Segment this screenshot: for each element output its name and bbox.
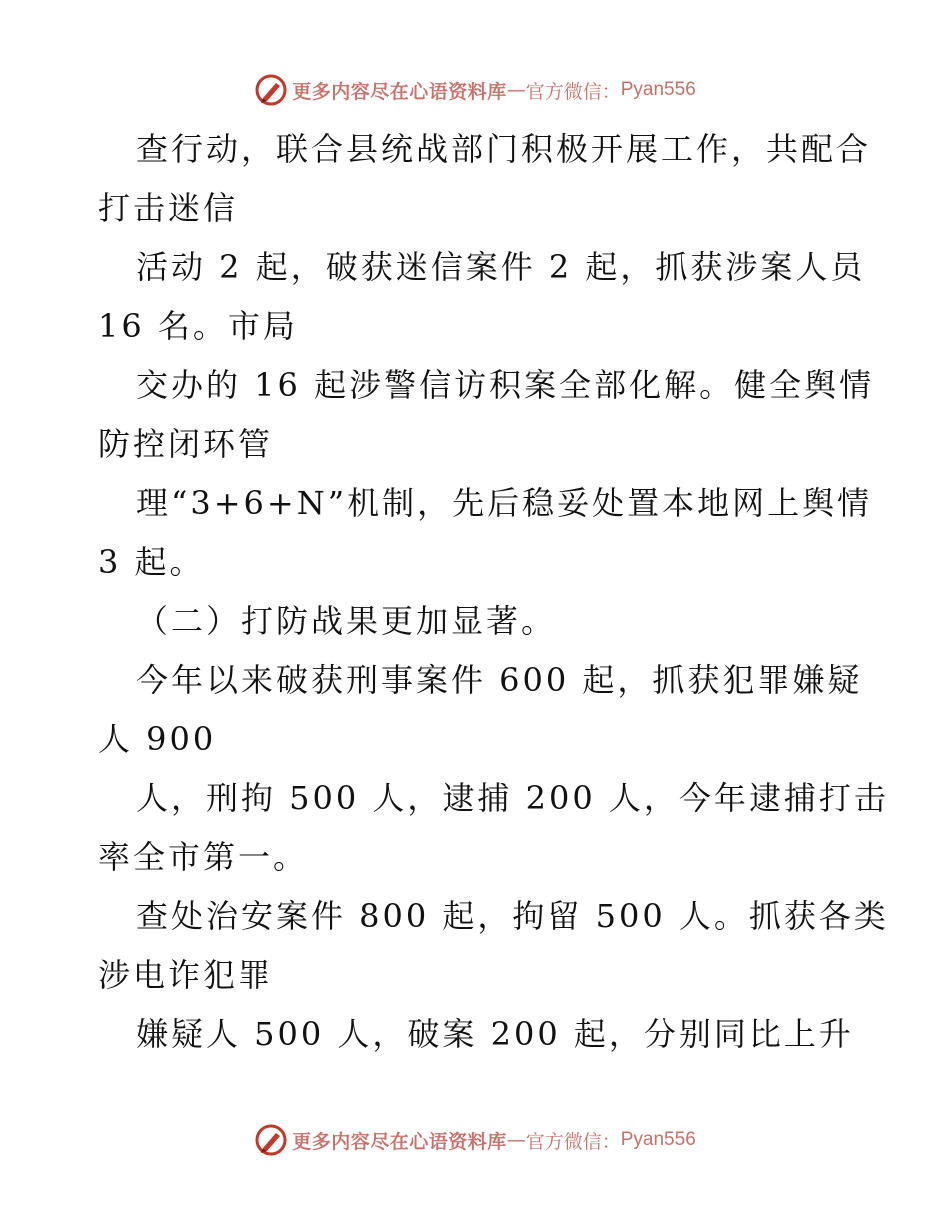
- footer-wechat-label: 官方微信：: [525, 1130, 621, 1153]
- footer-wechat-id: Pyan556: [620, 1129, 696, 1150]
- document-body: [98, 120, 889, 1064]
- body-line: 3 起。: [98, 543, 205, 581]
- body-line: 防控闭环管: [98, 425, 274, 463]
- body-line: 人，刑拘 500 人，逮捕 200 人，今年逮捕打击: [136, 779, 889, 817]
- header-brand-text: 更多内容尽在心语资料库: [292, 80, 507, 103]
- footer-separator: —: [506, 1129, 526, 1151]
- body-line: 查行动，联合县统战部门积极开展工作，共配合: [136, 130, 872, 168]
- body-line: 嫌疑人 500 人，破案 200 起，分别同比上升: [136, 1015, 854, 1053]
- body-line: 打击迷信: [98, 189, 239, 227]
- body-line: 今年以来破获刑事案件 600 起，抓获犯罪嫌疑: [136, 661, 863, 699]
- body-line: 理“3+6+N”机制，先后稳妥处置本地网上舆情: [136, 484, 873, 522]
- body-line: 查处治安案件 800 起，拘留 500 人。抓获各类: [136, 897, 889, 935]
- body-line: 交办的 16 起涉警信访积案全部化解。健全舆情: [136, 366, 875, 404]
- header-wechat-label: 官方微信：: [525, 80, 621, 103]
- body-line: 16 名。市局: [98, 307, 298, 345]
- pen-logo-icon: [254, 1123, 288, 1157]
- footer-banner: [0, 1120, 950, 1160]
- footer-brand-text: 更多内容尽在心语资料库: [292, 1130, 507, 1153]
- body-line: 人 900: [98, 720, 217, 758]
- section-heading: （二）打防战果更加显著。: [136, 602, 557, 640]
- body-line: 涉电诈犯罪: [98, 956, 274, 994]
- header-banner: [0, 70, 950, 110]
- header-separator: —: [506, 79, 526, 101]
- pen-logo-icon: [254, 73, 288, 107]
- body-line: 活动 2 起，破获迷信案件 2 起，抓获涉案人员: [136, 248, 866, 286]
- header-wechat-id: Pyan556: [620, 79, 696, 100]
- body-line: 率全市第一。: [98, 838, 309, 876]
